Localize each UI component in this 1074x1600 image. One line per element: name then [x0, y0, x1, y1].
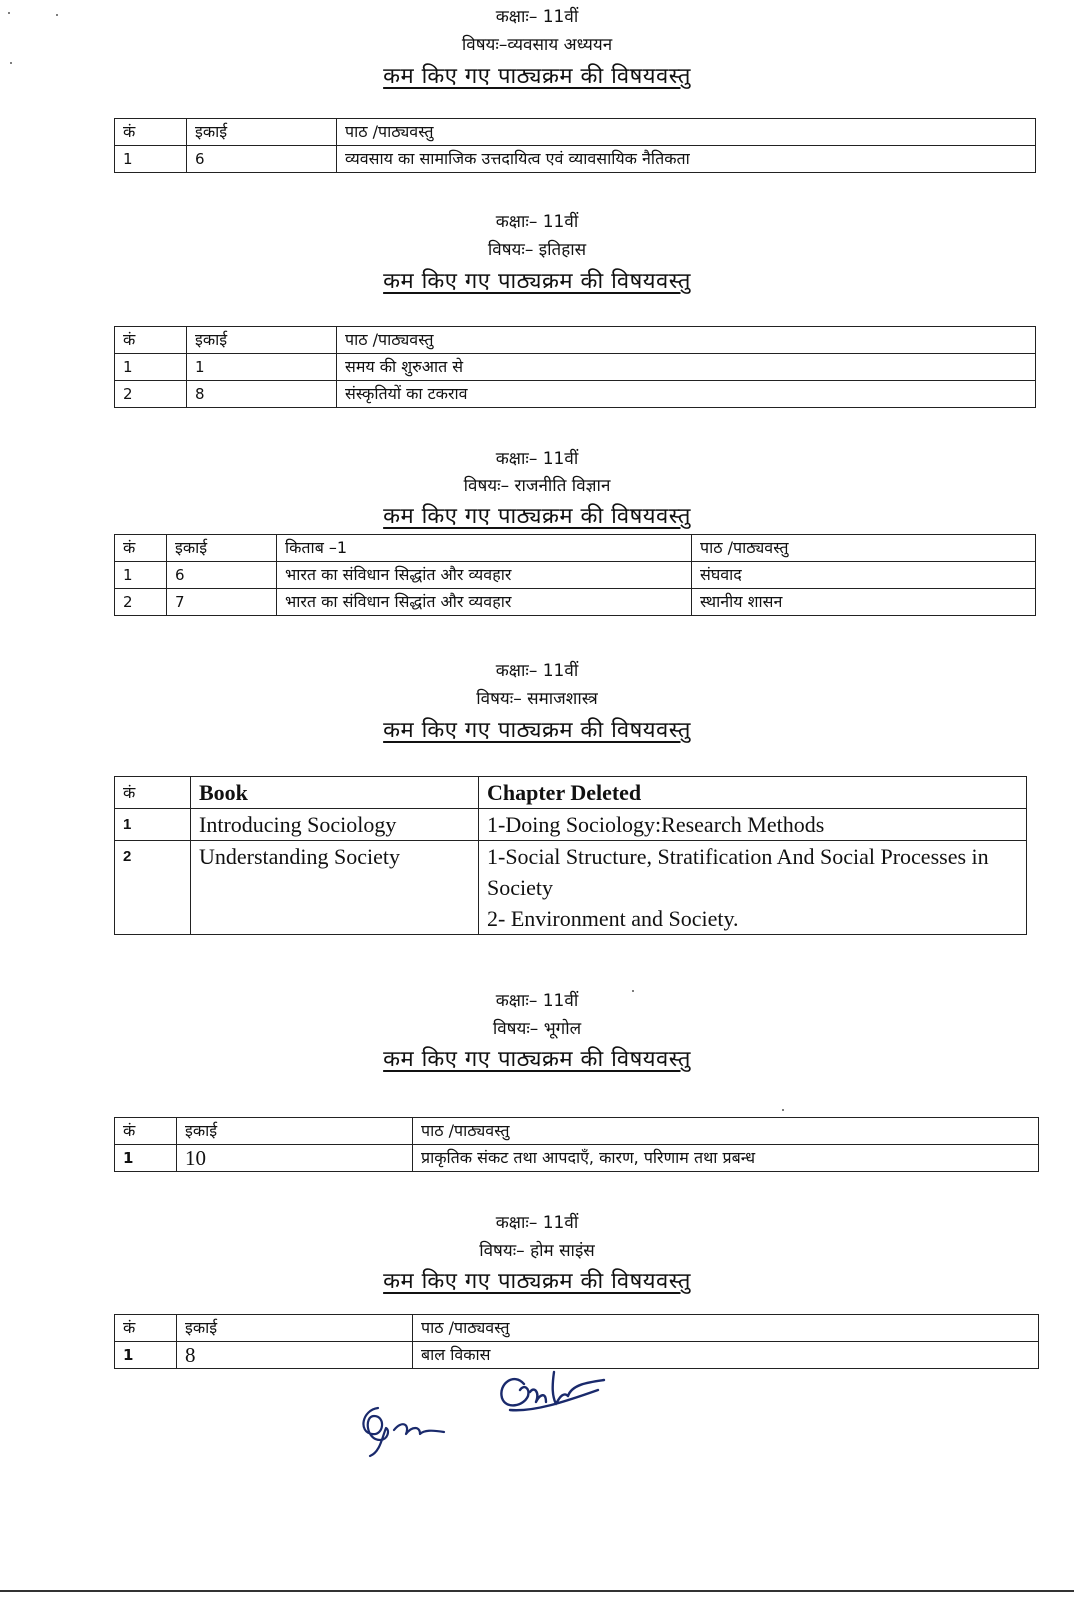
table-cell: 1	[187, 354, 337, 381]
table-cell: 6	[167, 562, 277, 589]
table-cell: बाल विकास	[413, 1342, 1039, 1369]
header-cell: इकाई	[177, 1315, 413, 1342]
scan-speck	[56, 14, 58, 16]
table-row	[115, 562, 1036, 589]
header-cell: इकाई	[187, 119, 337, 146]
table-row	[115, 381, 1036, 408]
header-cell: Chapter Deleted	[479, 777, 1027, 809]
class-label: कक्षाः– 11वीं	[495, 449, 579, 469]
table-cell: Understanding Society	[191, 841, 479, 935]
header-cell: पाठ /पाठ्यवस्तु	[692, 535, 1036, 562]
syllabus-table-sociology	[114, 776, 1027, 935]
header-cell: इकाई	[177, 1118, 413, 1145]
table-cell: संघवाद	[692, 562, 1036, 589]
header-cell: पाठ /पाठ्यवस्तु	[413, 1315, 1039, 1342]
subject-label: विषयः– भूगोल	[492, 1019, 582, 1039]
scan-speck	[8, 12, 10, 14]
table-cell: 8	[177, 1342, 413, 1369]
table-cell: Introducing Sociology	[191, 809, 479, 841]
table-cell: 1	[115, 809, 191, 841]
header-cell: कं	[115, 1315, 177, 1342]
table-cell: 2	[115, 841, 191, 935]
section-title: कम किए गए पाठ्यक्रम की विषयवस्तु	[383, 1269, 691, 1294]
table-cell: 10	[177, 1145, 413, 1172]
section-title: कम किए गए पाठ्यक्रम की विषयवस्तु	[383, 504, 691, 529]
table-cell: संस्कृतियों का टकराव	[337, 381, 1036, 408]
table-cell: 1-Doing Sociology:Research Methods	[479, 809, 1027, 841]
syllabus-table-history	[114, 326, 1036, 408]
table-cell: समय की शुरुआत से	[337, 354, 1036, 381]
table-cell: व्यवसाय का सामाजिक उत्तदायित्व एवं व्यावसायिक नैतिकता	[337, 146, 1036, 173]
header-cell: कं	[115, 1118, 177, 1145]
header-cell: Book	[191, 777, 479, 809]
table-cell: 1	[115, 562, 167, 589]
syllabus-table-home-science	[114, 1314, 1039, 1369]
table-cell: 1-Social Structure, Stratification And Social Processes in Society 2- Environment and Society.	[479, 841, 1027, 935]
class-label: कक्षाः– 11वीं	[495, 991, 579, 1011]
header-cell: कं	[115, 777, 191, 809]
subject-label: विषयः– होम साइंस	[479, 1241, 595, 1261]
scan-speck	[782, 1109, 784, 1111]
syllabus-table-geography	[114, 1117, 1039, 1172]
subject-label: विषयः– समाजशास्त्र	[476, 689, 598, 709]
section-title: कम किए गए पाठ्यक्रम की विषयवस्तु	[383, 64, 691, 89]
subject-label: विषयः–व्यवसाय अध्ययन	[461, 35, 613, 55]
table-header-row	[115, 777, 1027, 809]
header-cell: कं	[115, 119, 187, 146]
header-cell: पाठ /पाठ्यवस्तु	[337, 119, 1036, 146]
table-cell: 2	[115, 589, 167, 616]
header-cell: कं	[115, 327, 187, 354]
table-header-row	[115, 535, 1036, 562]
bottom-rule	[0, 1590, 1074, 1592]
table-cell: 2	[115, 381, 187, 408]
table-cell: 8	[187, 381, 337, 408]
table-row	[115, 589, 1036, 616]
signature-left	[350, 1390, 460, 1470]
table-header-row	[115, 327, 1036, 354]
section-title: कम किए गए पाठ्यक्रम की विषयवस्तु	[383, 1047, 691, 1072]
class-label: कक्षाः– 11वीं	[495, 7, 579, 27]
scan-speck	[10, 62, 12, 64]
header-cell: किताब –1	[277, 535, 692, 562]
table-row	[115, 841, 1027, 935]
class-label: कक्षाः– 11वीं	[495, 1213, 579, 1233]
table-row	[115, 1145, 1039, 1172]
table-row	[115, 146, 1036, 173]
header-cell: कं	[115, 535, 167, 562]
section-title: कम किए गए पाठ्यक्रम की विषयवस्तु	[383, 269, 691, 294]
section-title: कम किए गए पाठ्यक्रम की विषयवस्तु	[383, 718, 691, 743]
table-cell: भारत का संविधान सिद्धांत और व्यवहार	[277, 589, 692, 616]
table-cell: प्राकृतिक संकट तथा आपदाएँ, कारण, परिणाम तथा प्रबन्ध	[413, 1145, 1039, 1172]
table-cell: स्थानीय शासन	[692, 589, 1036, 616]
table-cell: 7	[167, 589, 277, 616]
table-row	[115, 809, 1027, 841]
subject-label: विषयः– राजनीति विज्ञान	[463, 476, 611, 496]
table-header-row	[115, 1315, 1039, 1342]
header-cell: इकाई	[167, 535, 277, 562]
table-cell: 1	[115, 146, 187, 173]
syllabus-table-political-science	[114, 534, 1036, 616]
scan-speck	[632, 990, 634, 992]
syllabus-table-business-studies	[114, 118, 1036, 173]
table-header-row	[115, 1118, 1039, 1145]
table-cell: 6	[187, 146, 337, 173]
table-cell: 1	[115, 1342, 177, 1369]
table-cell: 1	[115, 1145, 177, 1172]
header-cell: इकाई	[187, 327, 337, 354]
class-label: कक्षाः– 11वीं	[495, 212, 579, 232]
table-cell: भारत का संविधान सिद्धांत और व्यवहार	[277, 562, 692, 589]
signature-right	[494, 1362, 614, 1442]
subject-label: विषयः– इतिहास	[487, 240, 587, 260]
class-label: कक्षाः– 11वीं	[495, 661, 579, 681]
table-cell: 1	[115, 354, 187, 381]
header-cell: पाठ /पाठ्यवस्तु	[337, 327, 1036, 354]
header-cell: पाठ /पाठ्यवस्तु	[413, 1118, 1039, 1145]
table-row	[115, 354, 1036, 381]
table-header-row	[115, 119, 1036, 146]
